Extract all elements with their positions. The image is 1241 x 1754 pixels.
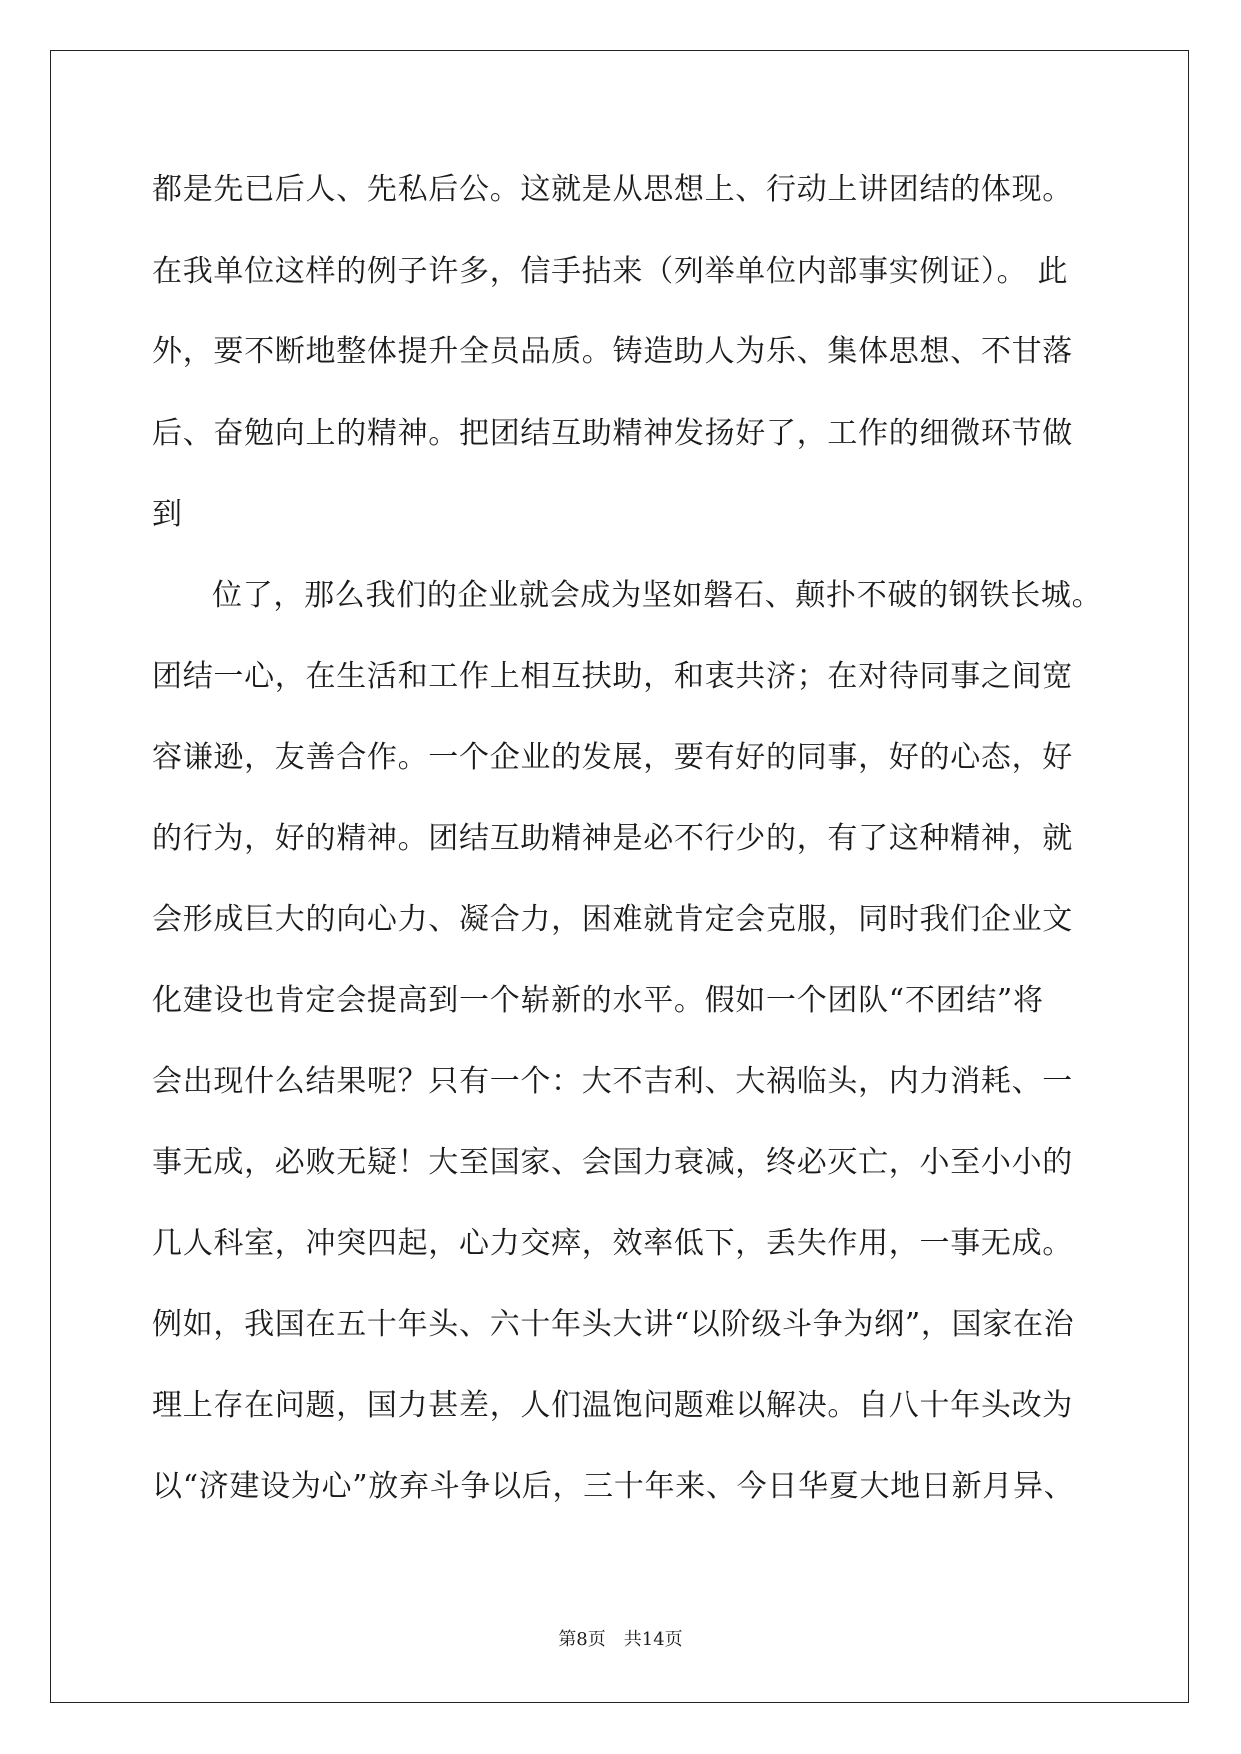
body-text-line: 例如，我国在五十年头、六十年头大讲“以阶级斗争为纲”，国家在治 [152,1307,1075,1342]
body-text-line: 容谦逊，友善合作。一个企业的发展，要有好的同事，好的心态，好 [152,740,1073,775]
body-text-line: 后、奋勉向上的精神。把团结互助精神发扬好了，工作的细微环节做 [152,416,1073,451]
body-text-line: 位了，那么我们的企业就会成为坚如磐石、颠扑不破的钢铁长城。 [212,578,1103,613]
body-text-line: 在我单位这样的例子许多，信手拈来（列举单位内部事实例证）。 此 [152,254,1069,289]
body-text-line: 外，要不断地整体提升全员品质。铸造助人为乐、集体思想、不甘落 [152,334,1073,369]
body-text-line: 化建设也肯定会提高到一个崭新的水平。假如一个团队“不团结”将 [152,983,1044,1018]
current-page-number: 第8页 [558,1629,606,1650]
body-text-line: 会出现什么结果呢？只有一个：大不吉利、大祸临头，内力消耗、一 [152,1064,1073,1099]
body-text-line: 的行为，好的精神。团结互助精神是必不行少的，有了这种精神，就 [152,821,1073,856]
body-text-line: 理上存在问题，国力甚差，人们温饱问题难以解决。自八十年头改为 [152,1388,1073,1423]
body-text-line: 几人科室，冲突四起，心力交瘁，效率低下，丢失作用，一事无成。 [152,1226,1073,1261]
page-footer [0,1628,1241,1652]
page-border [50,50,1189,1703]
body-text-line: 会形成巨大的向心力、凝合力，困难就肯定会克服，同时我们企业文 [152,902,1073,937]
total-page-count: 共14页 [623,1629,683,1650]
body-text-line: 事无成，必败无疑！大至国家、会国力衰减，终必灭亡，小至小小的 [152,1145,1073,1180]
body-text-line: 团结一心，在生活和工作上相互扶助，和衷共济；在对待同事之间宽 [152,659,1073,694]
body-text-line: 以“济建设为心”放弃斗争以后，三十年来、今日华夏大地日新月异、 [152,1469,1075,1504]
body-text-line: 都是先已后人、先私后公。这就是从思想上、行动上讲团结的体现。 [152,172,1073,207]
body-text-line: 到 [152,497,183,532]
